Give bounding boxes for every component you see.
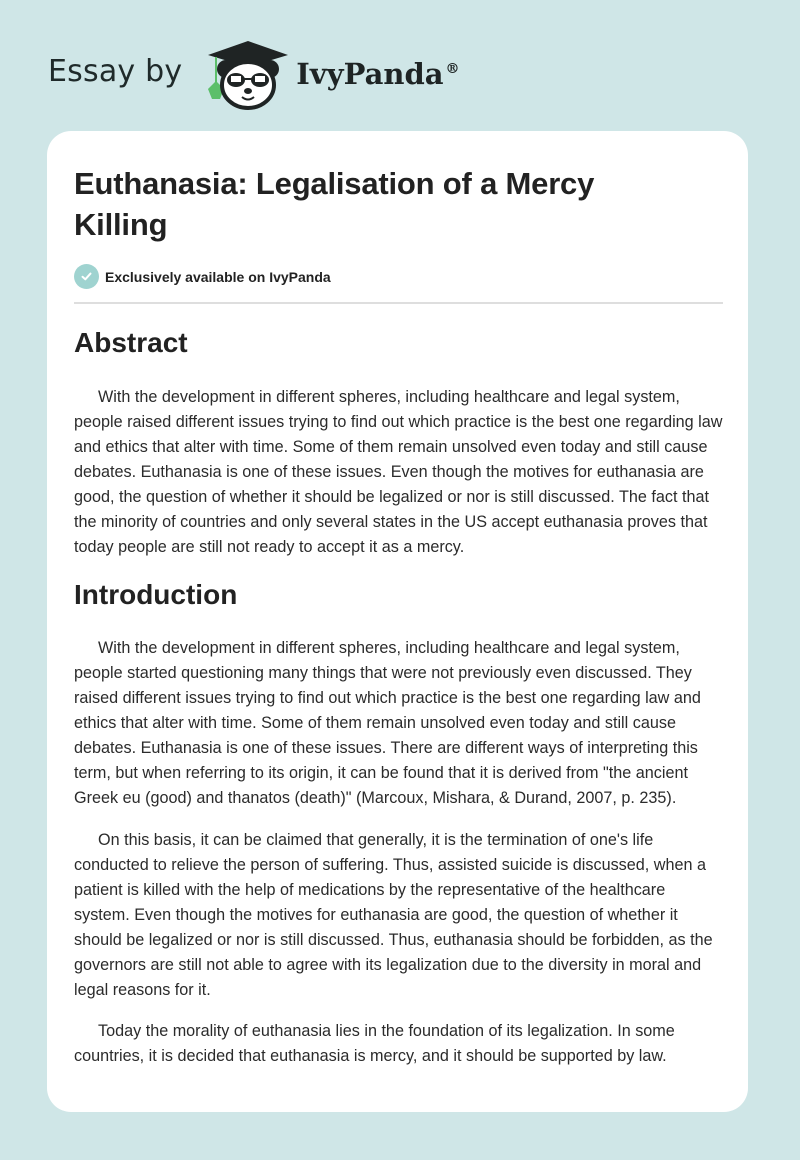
essay-by-label: Essay by xyxy=(48,53,183,89)
check-circle-icon xyxy=(74,264,99,289)
brand-name[interactable] xyxy=(296,57,459,91)
badge-text: Exclusively available on IvyPanda xyxy=(105,268,331,285)
introduction-paragraph-3: Today the morality of euthanasia lies in the foundation of its legalization. In some countries, it is decided that euthanasia is mercy, and it should be supported by law. xyxy=(74,1022,675,1065)
title-divider xyxy=(74,302,723,304)
essay-card xyxy=(47,131,748,1112)
panda-graduate-icon[interactable] xyxy=(202,39,290,111)
site-header xyxy=(48,40,460,110)
introduction-paragraph-1: With the development in different spheres, including healthcare and legal system, people started questioning many things that were not previously even discussed. They raised different issues trying to find out which practice is the best one regarding law and ethics that alter with time. Some of them remain unsolved even today and still cause debates. Euthanasia is one of these issues. There are different ways of interpreting this term, but when referring to its origin, it can be found that it is derived from "the ancient Greek eu (good) and thanatos (death)" (Marcoux, Mishara, & Durand, 2007, p. 235). xyxy=(74,639,701,807)
abstract-paragraph: With the development in different spheres, including healthcare and legal system, people raised different issues trying to find out which practice is the best one regarding law and ethics that alter with time. Some of them remain unsolved even today and still cause debates. Euthanasia is one of these issues. Even though the motives for euthanasia are good, the question of whether it should be legalized or nor is still discussed. The fact that the minority of countries and only several states in the US accept euthanasia proves that today people are still not ready to accept it as a mercy. xyxy=(74,388,723,556)
registered-mark: ® xyxy=(445,61,460,77)
section-heading-abstract: Abstract xyxy=(74,327,188,358)
page-title: Euthanasia: Legalisation of a Mercy Killing xyxy=(74,166,595,242)
introduction-paragraph-2: On this basis, it can be claimed that generally, it is the termination of one's life conducted to relieve the person of suffering. Thus, assisted suicide is discussed, when a patient is killed with the help of medications by the representative of the healthcare system. Even though the motives for euthanasia are good, the question of whether it should be legalized or nor is still discussed. Thus, euthanasia should be forbidden, as the governors are still not able to agree with its legalization due to the diversity in moral and legal reasons for it. xyxy=(74,831,713,999)
brand-text: IvyPanda xyxy=(296,57,444,91)
exclusive-badge xyxy=(74,264,331,289)
section-heading-introduction: Introduction xyxy=(74,579,238,610)
